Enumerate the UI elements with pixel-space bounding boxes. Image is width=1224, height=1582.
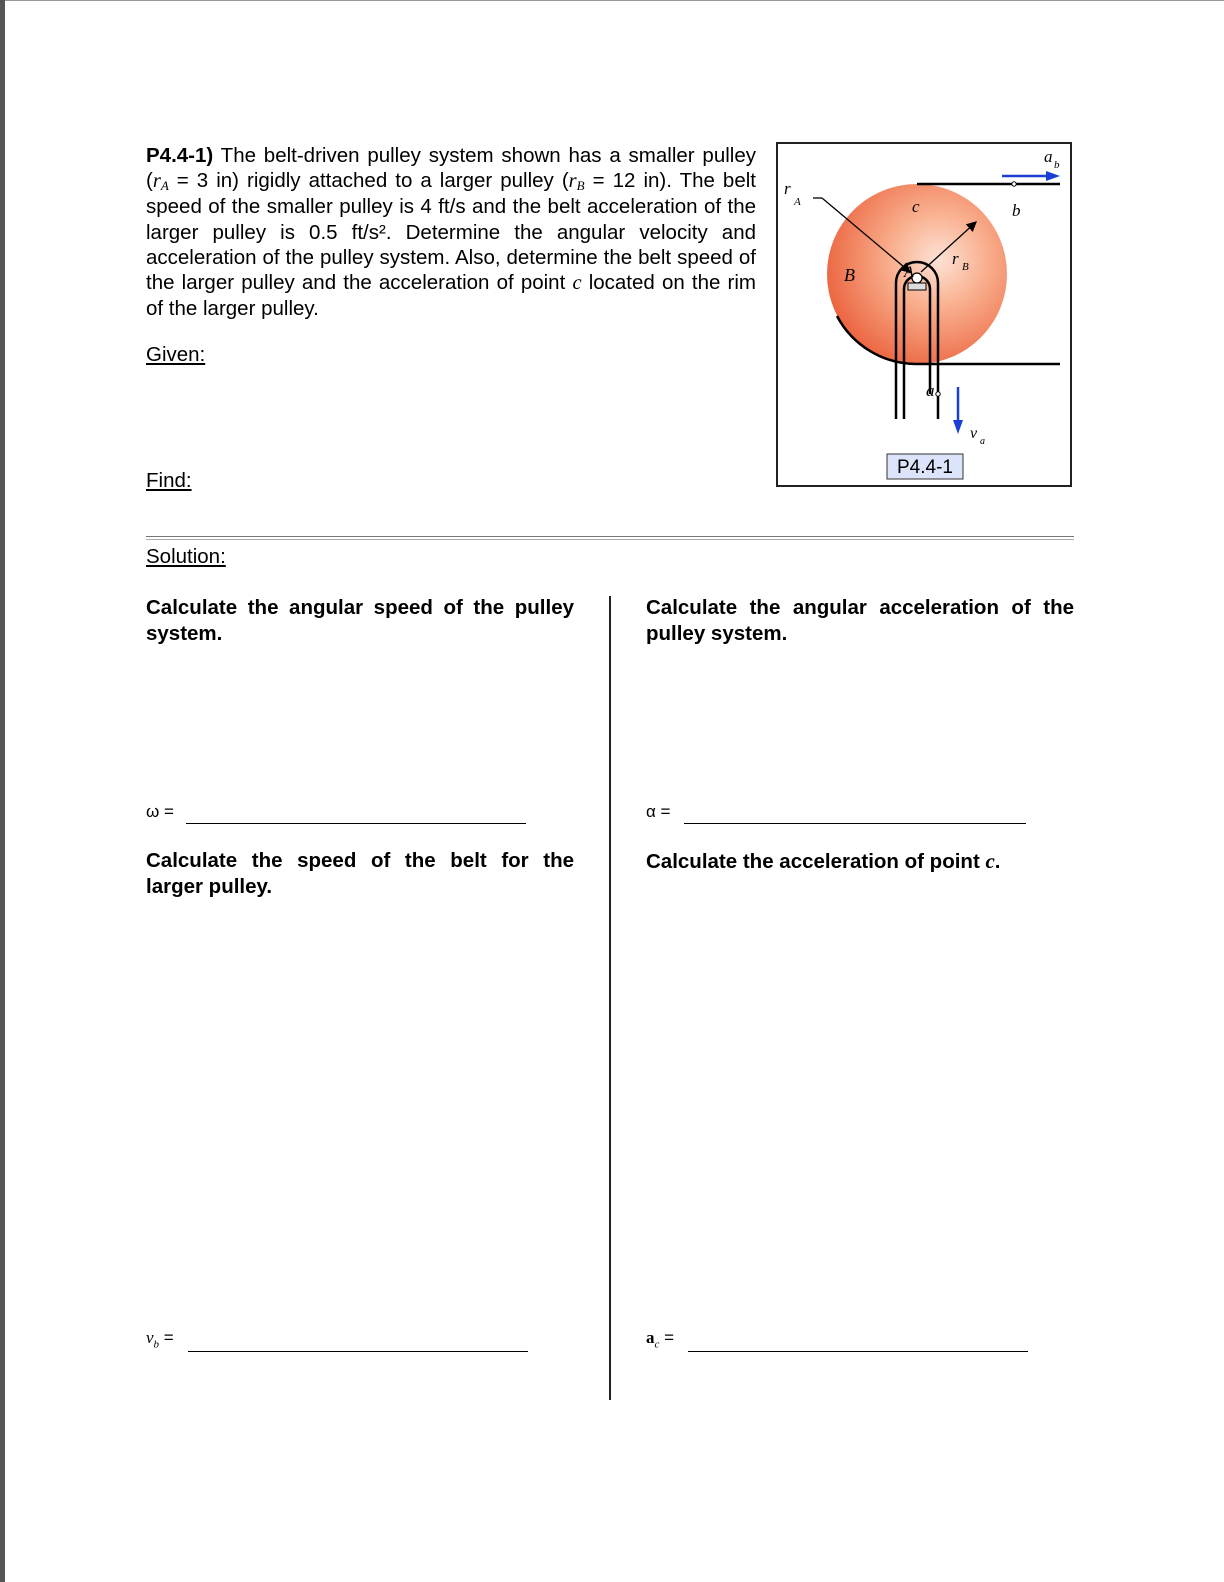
alpha-answer-line[interactable] xyxy=(684,823,1026,824)
point-b-marker xyxy=(1012,182,1016,186)
page-left-edge xyxy=(0,0,5,1582)
task-point-accel: Calculate the acceleration of point c. xyxy=(646,849,1001,873)
pulley-figure xyxy=(776,142,1072,487)
ac-answer-line[interactable] xyxy=(688,1351,1028,1352)
rB-symbol: r xyxy=(568,170,577,193)
problem-id: P4.4-1) xyxy=(146,144,214,167)
task-angular-accel: Calculate the angular acceleration of the pulley system. xyxy=(646,596,1074,645)
ac-label: $a_c$ = xyxy=(646,1327,675,1350)
omega-answer[interactable] xyxy=(146,798,526,824)
va-arrowhead xyxy=(953,420,963,434)
problem-text-3: = 12 in). The belt speed of the smaller pulley is 4 ft/s and the belt acceleration of the larger pulley is 0.5 ft/s². Determine the angular velocity and acceleration of the pulley system. Also, determine the belt speed of the larger pulley and the acceleration of point xyxy=(146,169,756,295)
column-divider xyxy=(609,596,611,1400)
task-belt-speed: Calculate the speed of the belt for the larger pulley. xyxy=(146,849,574,898)
vb-answer[interactable] xyxy=(146,1326,528,1352)
ac-answer[interactable] xyxy=(646,1326,1028,1352)
problem-text-2: = 3 in) rigidly attached to a larger pulley ( xyxy=(168,169,569,193)
problem-statement xyxy=(146,143,756,321)
find-label: Find: xyxy=(146,469,192,492)
label-rA: r xyxy=(784,179,791,198)
given-label: Given: xyxy=(146,343,206,366)
label-va: v xyxy=(970,425,978,442)
rB-subscript: B xyxy=(576,178,585,194)
label-a: a xyxy=(926,381,935,400)
omega-label: ω = xyxy=(146,802,174,821)
label-ab: a xyxy=(1044,147,1053,166)
label-rB-sub: B xyxy=(962,261,969,273)
point-a-marker xyxy=(936,392,940,396)
alpha-answer[interactable] xyxy=(646,798,1026,824)
point-c-symbol-task: c xyxy=(985,849,995,873)
problem-text-4: located on the rim of the larger pulley. xyxy=(146,271,756,321)
label-rA-sub: A xyxy=(794,196,801,208)
hub-support xyxy=(908,283,926,290)
label-ab-sub: b xyxy=(1054,159,1060,171)
figure-caption: P4.4-1 xyxy=(897,457,953,478)
point-c-symbol: c xyxy=(572,272,582,295)
task-angular-speed: Calculate the angular speed of the pulley system. xyxy=(146,596,574,645)
section-divider-2 xyxy=(146,539,1074,540)
page-top-edge xyxy=(5,0,1224,1)
problem-text-1: The belt-driven pulley system shown has a smaller pulley ( xyxy=(146,144,756,193)
vb-answer-line[interactable] xyxy=(188,1351,528,1352)
label-A: A xyxy=(904,264,914,281)
section-divider xyxy=(146,536,1074,537)
label-c: c xyxy=(912,197,920,216)
rA-subscript: A xyxy=(160,178,169,194)
alpha-label: α = xyxy=(646,802,671,821)
label-va-sub: a xyxy=(980,436,985,447)
vb-label: $v_b$ = xyxy=(146,1327,174,1350)
label-b: b xyxy=(1012,201,1021,220)
label-B: B xyxy=(844,265,855,285)
ab-arrowhead xyxy=(1046,171,1060,181)
omega-answer-line[interactable] xyxy=(186,823,526,824)
label-rB: r xyxy=(952,249,959,268)
rA-symbol: r xyxy=(152,170,161,193)
solution-label: Solution: xyxy=(146,545,226,568)
